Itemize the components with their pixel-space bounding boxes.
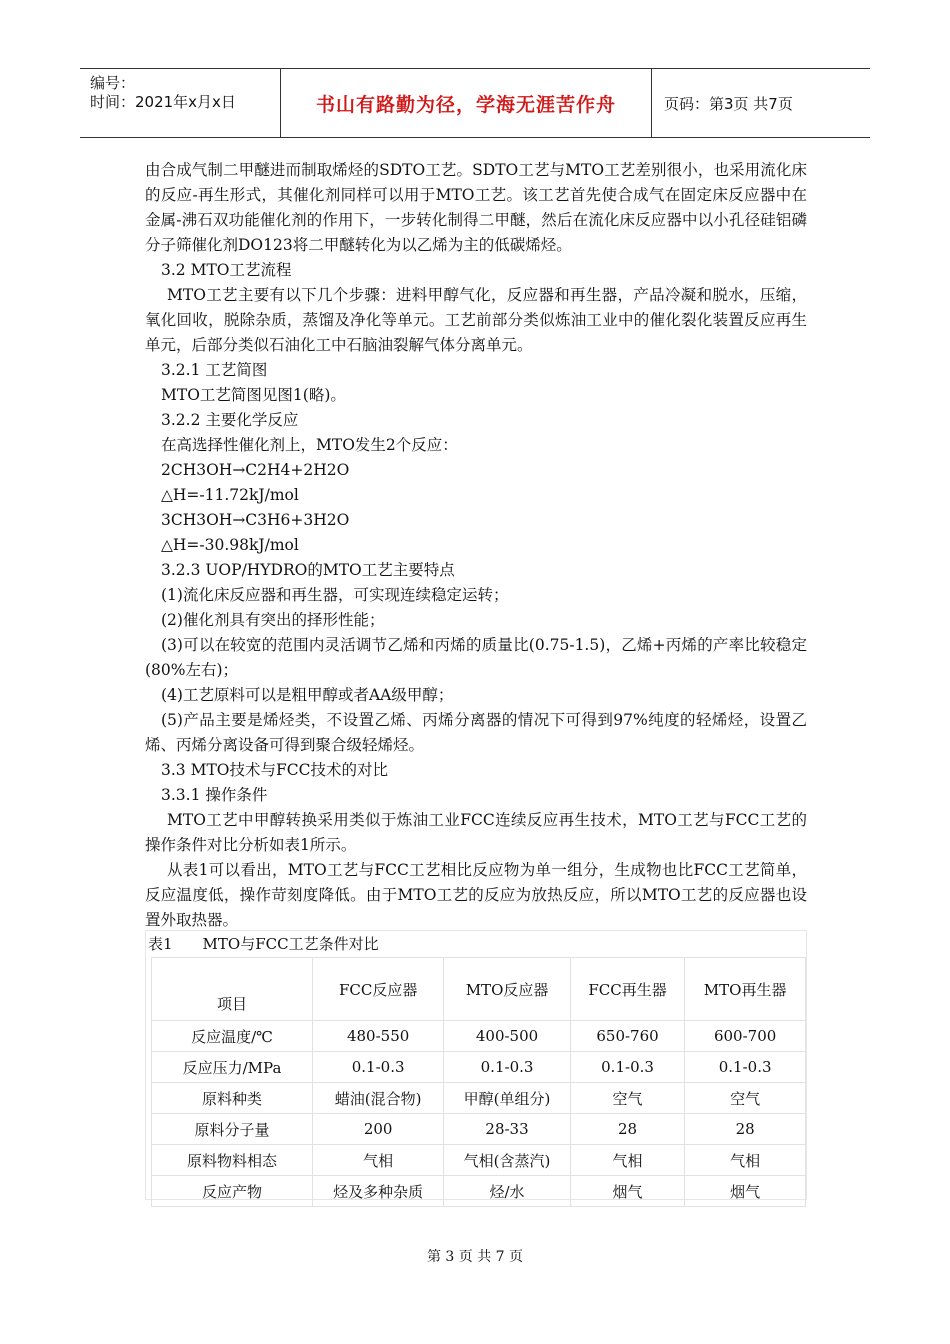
section-heading: 3.2 MTO工艺流程 (161, 261, 292, 279)
header-page-code: 页码：第3页 共7页 (664, 94, 793, 113)
list-item: (3)可以在较宽的范围内灵活调节乙烯和丙烯的质量比(0.75-1.5)，乙烯+丙烯的产率比较稳定(80%左右)； (145, 636, 807, 679)
table-row (152, 1176, 806, 1207)
table-header-cell: MTO再生器 (685, 958, 806, 1021)
table-row (152, 1114, 806, 1145)
table-header-cell: FCC反应器 (313, 958, 444, 1021)
table-cell: 空气 (570, 1083, 684, 1114)
table-cell: 28 (570, 1114, 684, 1145)
page-header (80, 68, 870, 138)
table-row (152, 1021, 806, 1052)
table-cell: 0.1-0.3 (444, 1052, 571, 1083)
table-header-cell: 项目 (152, 958, 313, 1021)
list-item: (4)工艺原料可以是粗甲醇或者AA级甲醇； (161, 686, 454, 704)
comparison-table (151, 957, 806, 1207)
table-header-row (152, 958, 806, 1021)
table-cell: 空气 (685, 1083, 806, 1114)
list-item: (2)催化剂具有突出的择形性能； (161, 611, 385, 629)
paragraph: MTO工艺中甲醇转换采用类似于炼油工业FCC连续反应再生技术，MTO工艺与FCC工艺的操作条件对比分析如表1所示。 (145, 811, 807, 854)
table-cell: 200 (313, 1114, 444, 1145)
table-cell: 0.1-0.3 (313, 1052, 444, 1083)
paragraph: 从表1可以看出，MTO工艺与FCC工艺相比反应物为单一组分，生成物也比FCC工艺简单，反应温度低，操作苛刻度降低。由于MTO工艺的反应为放热反应，所以MTO工艺的反应器也设置外取热器。 (145, 861, 807, 929)
table-header-cell: FCC再生器 (570, 958, 684, 1021)
table-cell: 气相 (313, 1145, 444, 1176)
table-cell: 烟气 (570, 1176, 684, 1207)
section-heading: 3.2.2 主要化学反应 (161, 411, 299, 429)
table-caption (148, 933, 379, 954)
table-cell: 气相(含蒸汽) (444, 1145, 571, 1176)
table-cell: 28 (685, 1114, 806, 1145)
list-item: (5)产品主要是烯烃类，不设置乙烯、丙烯分离器的情况下可得到97%纯度的轻烯烃，设置乙烯、丙烯分离设备可得到聚合级轻烯烃。 (145, 711, 807, 754)
paragraph: MTO工艺简图见图1(略)。 (161, 386, 346, 404)
table-header-cell: MTO反应器 (444, 958, 571, 1021)
section-heading: 3.2.3 UOP/HYDRO的MTO工艺主要特点 (161, 561, 455, 579)
equation: 2CH3OH→C2H4+2H2O (161, 461, 350, 479)
list-item: (1)流化床反应器和再生器，可实现连续稳定运转； (161, 586, 509, 604)
table-cell: 烟气 (685, 1176, 806, 1207)
table-cell: 0.1-0.3 (570, 1052, 684, 1083)
table-cell: 气相 (685, 1145, 806, 1176)
section-heading: 3.3 MTO技术与FCC技术的对比 (161, 761, 388, 779)
table-cell: 反应产物 (152, 1176, 313, 1207)
table-caption-text: MTO与FCC工艺条件对比 (202, 935, 379, 953)
paragraph: MTO工艺主要有以下几个步骤：进料甲醇气化，反应器和再生器，产品冷凝和脱水，压缩，氧化回收，脱除杂质，蒸馏及净化等单元。工艺前部分类似炼油工业中的催化裂化装置反应再生单元，后部分类似石油化工中石脑油裂解气体分离单元。 (145, 286, 807, 354)
table-cell: 0.1-0.3 (685, 1052, 806, 1083)
table-cell: 400-500 (444, 1021, 571, 1052)
document-body (145, 158, 807, 933)
table-cell: 甲醇(单组分) (444, 1083, 571, 1114)
equation: △H=-30.98kJ/mol (161, 536, 299, 554)
table-cell: 原料分子量 (152, 1114, 313, 1145)
header-motto-cell (281, 69, 652, 137)
equation: △H=-11.72kJ/mol (161, 486, 299, 504)
header-motto: 书山有路勤为径，学海无涯苦作舟 (315, 93, 616, 116)
section-heading: 3.3.1 操作条件 (161, 786, 268, 804)
header-number: 编号： (90, 74, 136, 92)
table-cell: 烃/水 (444, 1176, 571, 1207)
table-cell: 气相 (570, 1145, 684, 1176)
table-cell: 650-760 (570, 1021, 684, 1052)
table-cell: 蜡油(混合物) (313, 1083, 444, 1114)
table-cell: 烃及多种杂质 (313, 1176, 444, 1207)
header-info (80, 69, 281, 137)
comparison-table-block (145, 930, 807, 1200)
table-cell: 反应温度/℃ (152, 1021, 313, 1052)
equation: 3CH3OH→C3H6+3H2O (161, 511, 350, 529)
table-row (152, 1145, 806, 1176)
table-cell: 480-550 (313, 1021, 444, 1052)
paragraph: 在高选择性催化剂上，MTO发生2个反应： (161, 436, 458, 454)
table-cell: 28-33 (444, 1114, 571, 1145)
page-footer: 第 3 页 共 7 页 (426, 1249, 524, 1265)
table-cell: 原料物料相态 (152, 1145, 313, 1176)
header-time: 时间：2021年x月x日 (90, 93, 236, 111)
table-cell: 600-700 (685, 1021, 806, 1052)
table-row (152, 1052, 806, 1083)
table-cell: 反应压力/MPa (152, 1052, 313, 1083)
paragraph: 由合成气制二甲醚进而制取烯烃的SDTO工艺。SDTO工艺与MTO工艺差别很小，也采用流化床的反应-再生形式，其催化剂同样可以用于MTO工艺。该工艺首先使合成气在固定床反应器中在金属-沸石双功能催化剂的作用下，一步转化制得二甲醚，然后在流化床反应器中以小孔径硅铝磷分子筛催化剂DO123将二甲醚转化为以乙烯为主的低碳烯烃。 (145, 161, 807, 254)
table-caption-number: 表1 (148, 935, 173, 953)
section-heading: 3.2.1 工艺简图 (161, 361, 268, 379)
table-cell: 原料种类 (152, 1083, 313, 1114)
table-row (152, 1083, 806, 1114)
